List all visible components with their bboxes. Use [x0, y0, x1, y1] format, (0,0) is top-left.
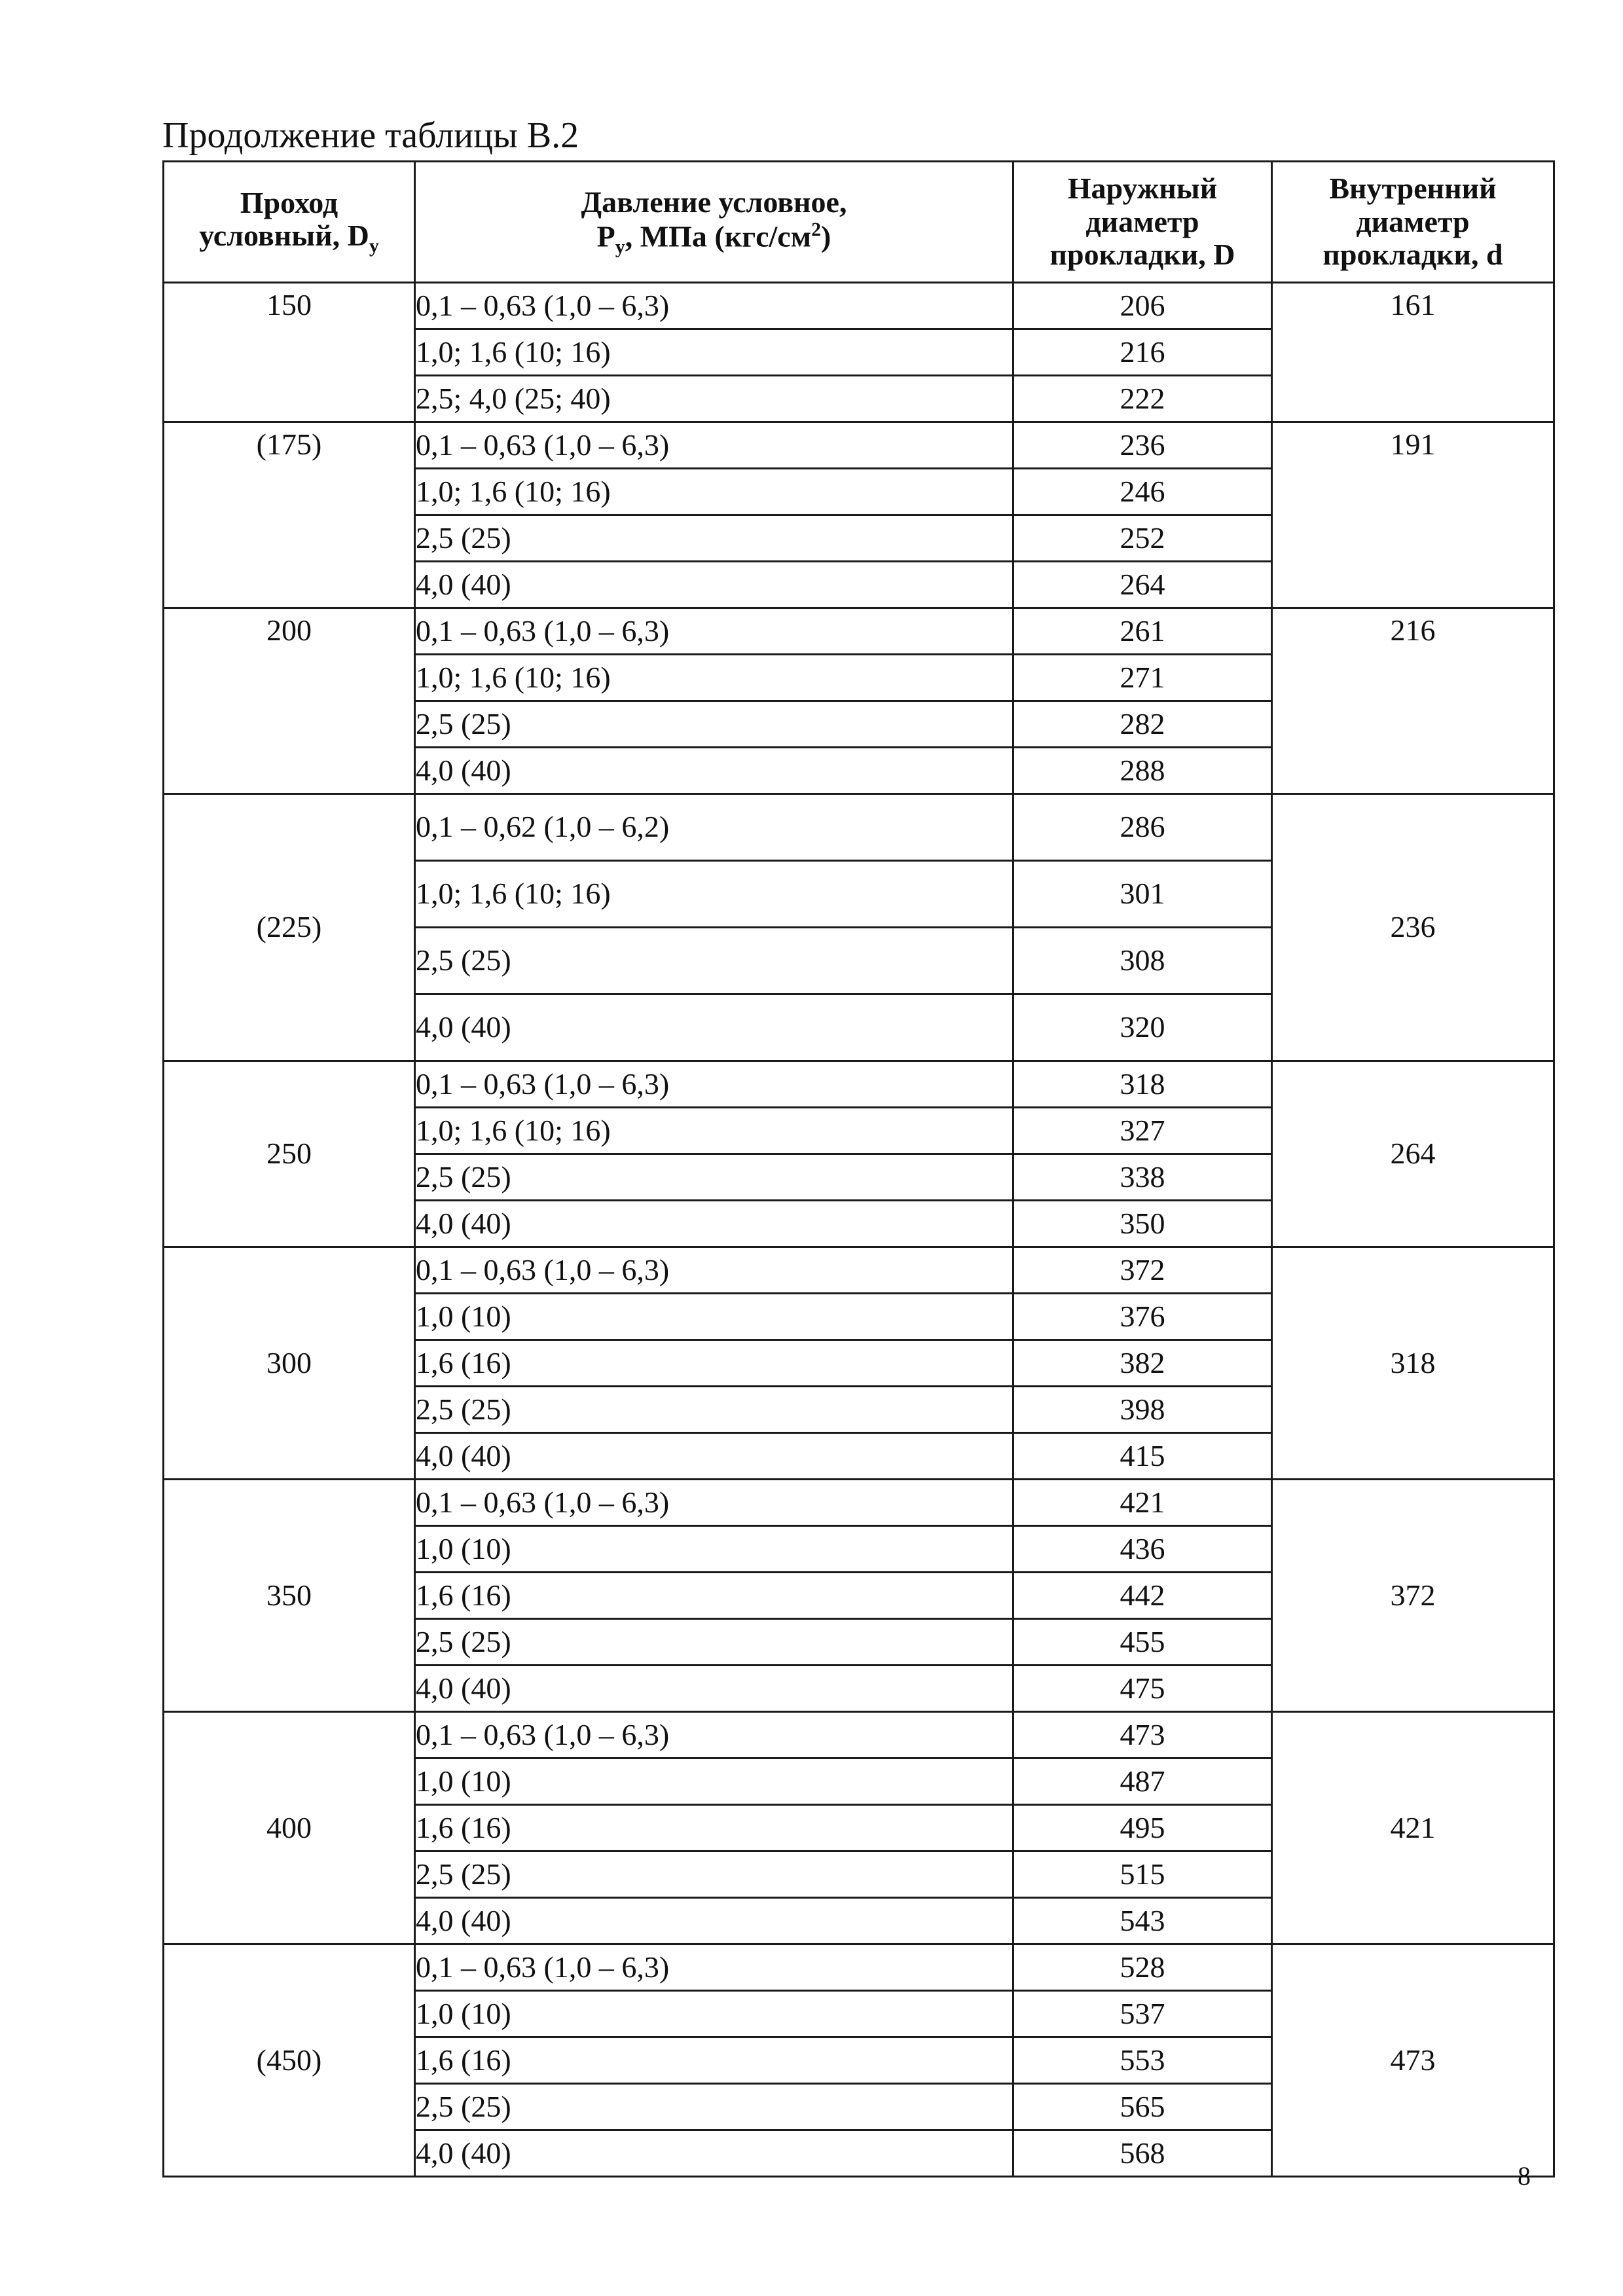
header-inner-diameter-line3: прокладки, d — [1322, 238, 1503, 272]
pressure-cell: 1,6 (16) — [415, 1573, 1013, 1619]
nominal-bore-cell: (450) — [164, 1944, 415, 2177]
header-nominal-pressure-close: ) — [821, 219, 831, 253]
outer-diameter-cell: 537 — [1013, 1991, 1272, 2037]
inner-diameter-cell: 264 — [1272, 1061, 1554, 1247]
header-nominal-pressure-superscript: 2 — [811, 218, 822, 240]
page-number: 8 — [1518, 2161, 1531, 2191]
pressure-cell: 0,1 – 0,63 (1,0 – 6,3) — [415, 283, 1013, 329]
pressure-cell: 1,0 (10) — [415, 1294, 1013, 1340]
inner-diameter-cell: 421 — [1272, 1712, 1554, 1944]
table-row — [164, 1480, 1554, 1526]
header-inner-diameter-line2: диаметр — [1356, 204, 1470, 238]
header-nominal-bore-line1: Проход — [240, 185, 338, 219]
pressure-cell: 2,5; 4,0 (25; 40) — [415, 376, 1013, 422]
inner-diameter-cell: 216 — [1272, 608, 1554, 794]
inner-diameter-cell: 372 — [1272, 1480, 1554, 1712]
outer-diameter-cell: 261 — [1013, 608, 1272, 655]
pressure-cell: 1,6 (16) — [415, 1340, 1013, 1387]
nominal-bore-cell: (175) — [164, 422, 415, 608]
outer-diameter-cell: 515 — [1013, 1851, 1272, 1898]
pressure-cell: 4,0 (40) — [415, 2130, 1013, 2177]
outer-diameter-cell: 475 — [1013, 1666, 1272, 1712]
outer-diameter-cell: 455 — [1013, 1619, 1272, 1666]
outer-diameter-cell: 473 — [1013, 1712, 1272, 1758]
outer-diameter-cell: 308 — [1013, 928, 1272, 994]
pressure-cell: 1,6 (16) — [415, 1805, 1013, 1851]
pressure-cell: 0,1 – 0,63 (1,0 – 6,3) — [415, 1480, 1013, 1526]
outer-diameter-cell: 286 — [1013, 794, 1272, 861]
pressure-cell: 2,5 (25) — [415, 1619, 1013, 1666]
pressure-cell: 4,0 (40) — [415, 1666, 1013, 1712]
pressure-cell: 1,0; 1,6 (10; 16) — [415, 655, 1013, 701]
pressure-cell: 0,1 – 0,63 (1,0 – 6,3) — [415, 608, 1013, 655]
pressure-cell: 1,0; 1,6 (10; 16) — [415, 1108, 1013, 1154]
outer-diameter-cell: 487 — [1013, 1758, 1272, 1805]
header-nominal-bore-line2: условный, D — [199, 219, 369, 253]
header-outer-diameter-line1: Наружный — [1067, 172, 1218, 206]
pressure-cell: 0,1 – 0,63 (1,0 – 6,3) — [415, 422, 1013, 469]
pressure-cell: 4,0 (40) — [415, 1201, 1013, 1247]
pressure-cell: 2,5 (25) — [415, 1154, 1013, 1201]
table-row — [164, 1247, 1554, 1294]
gasket-dimensions-table — [162, 160, 1555, 2178]
outer-diameter-cell: 376 — [1013, 1294, 1272, 1340]
pressure-cell: 4,0 (40) — [415, 994, 1013, 1061]
pressure-cell: 4,0 (40) — [415, 562, 1013, 608]
outer-diameter-cell: 301 — [1013, 861, 1272, 928]
outer-diameter-cell: 288 — [1013, 748, 1272, 794]
inner-diameter-cell: 236 — [1272, 794, 1554, 1061]
outer-diameter-cell: 246 — [1013, 469, 1272, 515]
inner-diameter-cell: 473 — [1272, 1944, 1554, 2177]
outer-diameter-cell: 236 — [1013, 422, 1272, 469]
table-row — [164, 1712, 1554, 1758]
header-nominal-bore-subscript: у — [369, 235, 379, 257]
pressure-cell: 2,5 (25) — [415, 1851, 1013, 1898]
outer-diameter-cell: 528 — [1013, 1944, 1272, 1991]
outer-diameter-cell: 252 — [1013, 515, 1272, 562]
pressure-cell: 2,5 (25) — [415, 928, 1013, 994]
header-inner-diameter — [1272, 162, 1554, 283]
table-row — [164, 1061, 1554, 1108]
pressure-cell: 1,0; 1,6 (10; 16) — [415, 469, 1013, 515]
pressure-cell: 0,1 – 0,63 (1,0 – 6,3) — [415, 1944, 1013, 1991]
header-outer-diameter — [1013, 162, 1272, 283]
outer-diameter-cell: 495 — [1013, 1805, 1272, 1851]
nominal-bore-cell: 150 — [164, 283, 415, 422]
inner-diameter-cell: 191 — [1272, 422, 1554, 608]
header-nominal-pressure — [415, 162, 1013, 283]
pressure-cell: 4,0 (40) — [415, 1898, 1013, 1944]
table-caption: Продолжение таблицы В.2 — [162, 115, 579, 156]
header-nominal-bore — [164, 162, 415, 283]
nominal-bore-cell: (225) — [164, 794, 415, 1061]
table-row — [164, 422, 1554, 469]
pressure-cell: 1,6 (16) — [415, 2037, 1013, 2084]
table-row — [164, 283, 1554, 329]
nominal-bore-cell: 300 — [164, 1247, 415, 1480]
outer-diameter-cell: 271 — [1013, 655, 1272, 701]
nominal-bore-cell: 250 — [164, 1061, 415, 1247]
pressure-cell: 2,5 (25) — [415, 701, 1013, 748]
pressure-cell: 1,0; 1,6 (10; 16) — [415, 861, 1013, 928]
outer-diameter-cell: 415 — [1013, 1433, 1272, 1480]
outer-diameter-cell: 327 — [1013, 1108, 1272, 1154]
header-row — [164, 162, 1554, 283]
header-outer-diameter-line2: диаметр — [1085, 204, 1199, 238]
pressure-cell: 1,0 (10) — [415, 1991, 1013, 2037]
outer-diameter-cell: 382 — [1013, 1340, 1272, 1387]
outer-diameter-cell: 222 — [1013, 376, 1272, 422]
outer-diameter-cell: 436 — [1013, 1526, 1272, 1573]
pressure-cell: 1,0; 1,6 (10; 16) — [415, 329, 1013, 376]
pressure-cell: 1,0 (10) — [415, 1526, 1013, 1573]
table-body — [164, 283, 1554, 2177]
table-row — [164, 608, 1554, 655]
outer-diameter-cell: 553 — [1013, 2037, 1272, 2084]
outer-diameter-cell: 320 — [1013, 994, 1272, 1061]
nominal-bore-cell: 350 — [164, 1480, 415, 1712]
outer-diameter-cell: 282 — [1013, 701, 1272, 748]
pressure-cell: 4,0 (40) — [415, 1433, 1013, 1480]
outer-diameter-cell: 421 — [1013, 1480, 1272, 1526]
outer-diameter-cell: 216 — [1013, 329, 1272, 376]
outer-diameter-cell: 338 — [1013, 1154, 1272, 1201]
outer-diameter-cell: 568 — [1013, 2130, 1272, 2177]
outer-diameter-cell: 372 — [1013, 1247, 1272, 1294]
header-nominal-pressure-line1: Давление условное, — [581, 185, 847, 219]
outer-diameter-cell: 398 — [1013, 1387, 1272, 1433]
outer-diameter-cell: 565 — [1013, 2084, 1272, 2130]
outer-diameter-cell: 206 — [1013, 283, 1272, 329]
pressure-cell: 0,1 – 0,63 (1,0 – 6,3) — [415, 1247, 1013, 1294]
outer-diameter-cell: 264 — [1013, 562, 1272, 608]
header-nominal-pressure-symbol: P — [596, 219, 615, 253]
pressure-cell: 0,1 – 0,62 (1,0 – 6,2) — [415, 794, 1013, 861]
pressure-cell: 1,0 (10) — [415, 1758, 1013, 1805]
nominal-bore-cell: 200 — [164, 608, 415, 794]
pressure-cell: 0,1 – 0,63 (1,0 – 6,3) — [415, 1061, 1013, 1108]
pressure-cell: 2,5 (25) — [415, 2084, 1013, 2130]
pressure-cell: 2,5 (25) — [415, 1387, 1013, 1433]
header-nominal-pressure-subscript: у — [615, 236, 625, 258]
header-inner-diameter-line1: Внутренний — [1329, 172, 1497, 206]
table-row — [164, 1944, 1554, 1991]
header-outer-diameter-line3: прокладки, D — [1049, 238, 1235, 272]
table-row — [164, 794, 1554, 861]
nominal-bore-cell: 400 — [164, 1712, 415, 1944]
pressure-cell: 2,5 (25) — [415, 515, 1013, 562]
outer-diameter-cell: 318 — [1013, 1061, 1272, 1108]
pressure-cell: 4,0 (40) — [415, 748, 1013, 794]
outer-diameter-cell: 543 — [1013, 1898, 1272, 1944]
header-nominal-pressure-units: , МПа (кгс/см — [625, 219, 812, 253]
inner-diameter-cell: 318 — [1272, 1247, 1554, 1480]
inner-diameter-cell: 161 — [1272, 283, 1554, 422]
pressure-cell: 0,1 – 0,63 (1,0 – 6,3) — [415, 1712, 1013, 1758]
outer-diameter-cell: 350 — [1013, 1201, 1272, 1247]
outer-diameter-cell: 442 — [1013, 1573, 1272, 1619]
